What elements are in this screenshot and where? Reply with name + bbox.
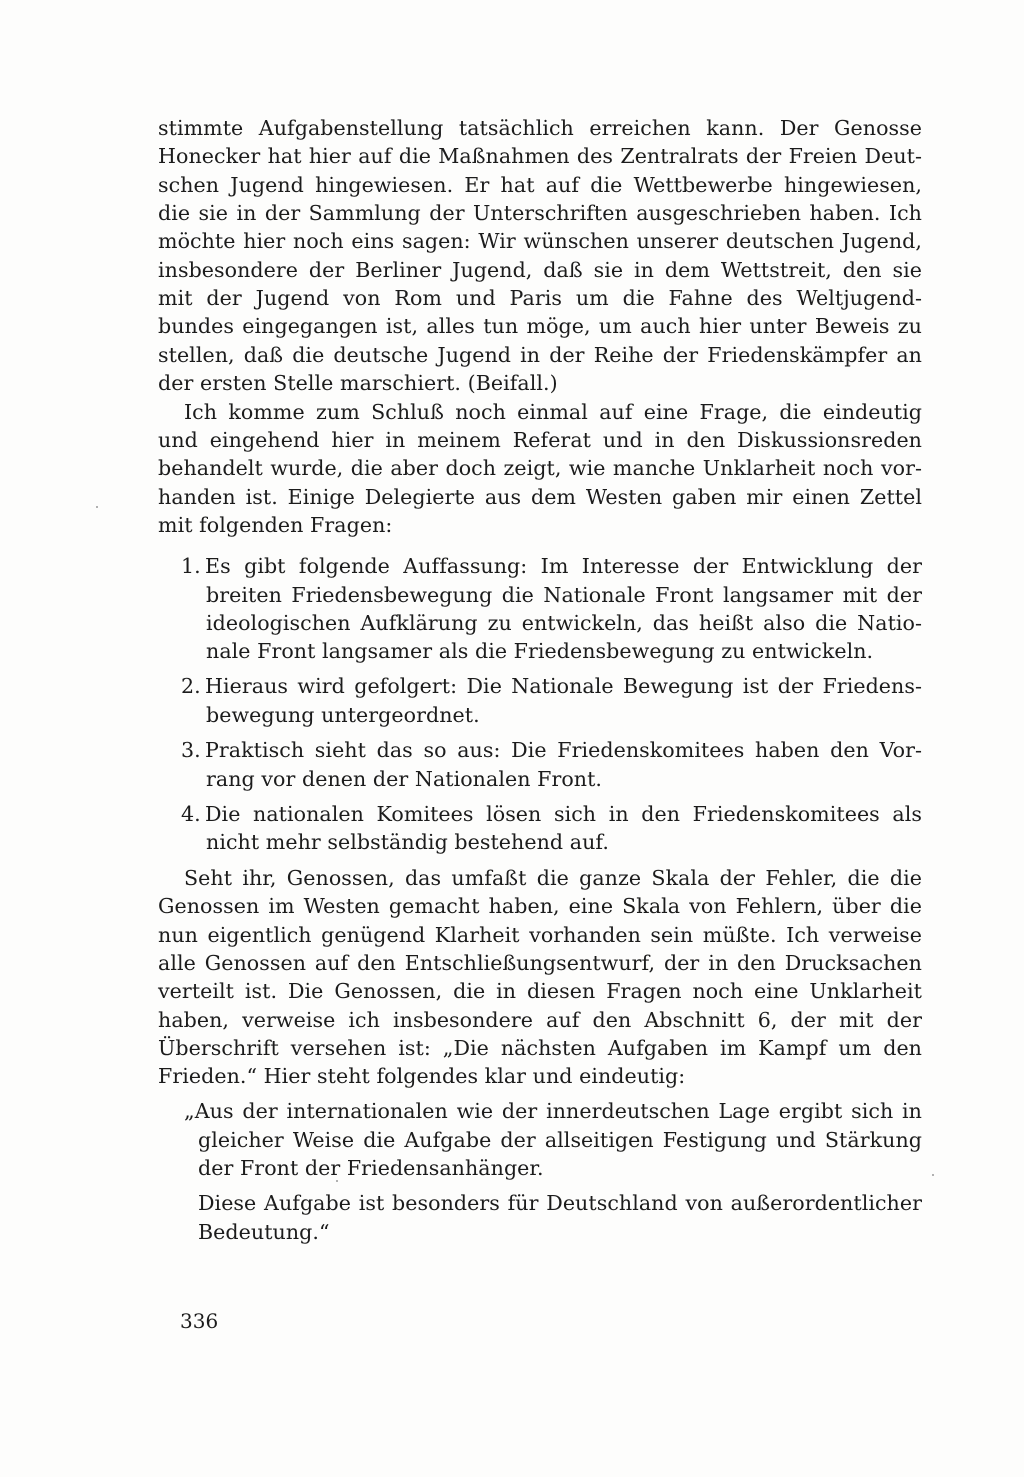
quote-line: Bedeutung.“ bbox=[198, 1220, 330, 1244]
text-line: insbesondere der Berliner Jugend, daß sie in dem Wettstreit, den sie bbox=[158, 258, 922, 282]
text-line: und eingehend hier in meinem Referat und in den Diskussionsreden bbox=[158, 428, 922, 452]
text-line: Honecker hat hier auf die Maßnahmen des Zentralrats der Freien Deut- bbox=[158, 144, 922, 168]
text-line: haben, verweise ich insbesondere auf den Abschnitt 6, der mit der bbox=[158, 1008, 922, 1032]
list-item-text: Hieraus wird gefolgert: Die Nationale Bewegung ist der Friedens- bbox=[205, 674, 922, 698]
text-line: bundes eingegangen ist, alles tun möge, um auch hier unter Beweis zu bbox=[158, 314, 922, 338]
list-number: 1. bbox=[181, 554, 201, 578]
list-item bbox=[181, 800, 922, 828]
quote-line: „Aus der internationalen wie der innerdeutschen Lage ergibt sich in bbox=[184, 1099, 922, 1123]
list-item bbox=[181, 736, 922, 764]
list-item-continuation: nale Front langsamer als die Friedensbewegung zu entwickeln. bbox=[206, 639, 874, 663]
quote-line: der Front der Friedensanhänger. bbox=[198, 1156, 544, 1180]
scan-speck bbox=[336, 1180, 338, 1182]
list-number: 3. bbox=[181, 738, 201, 762]
page-number: 336 bbox=[180, 1309, 219, 1333]
text-line: mit der Jugend von Rom und Paris um die Fahne des Weltjugend- bbox=[158, 286, 922, 310]
text-line: mit folgenden Fragen: bbox=[158, 513, 393, 537]
text-line: behandelt wurde, die aber doch zeigt, wie manche Unklarheit noch vor- bbox=[158, 456, 922, 480]
scan-speck bbox=[96, 506, 98, 508]
list-item-continuation: breiten Friedensbewegung die Nationale Front langsamer mit der bbox=[206, 583, 922, 607]
text-line: der ersten Stelle marschiert. (Beifall.) bbox=[158, 371, 558, 395]
quote-line: gleicher Weise die Aufgabe der allseitigen Festigung und Stärkung bbox=[198, 1128, 922, 1152]
scan-speck bbox=[932, 1174, 934, 1176]
text-line: Genossen im Westen gemacht haben, eine Skala von Fehlern, über die bbox=[158, 894, 922, 918]
text-line: verteilt ist. Die Genossen, die in diesen Fragen noch eine Unklarheit bbox=[158, 979, 922, 1003]
text-line: alle Genossen auf den Entschließungsentwurf, der in den Drucksachen bbox=[158, 951, 922, 975]
list-item bbox=[181, 552, 922, 580]
list-item-continuation: ideologischen Aufklärung zu entwickeln, das heißt also die Natio- bbox=[206, 611, 922, 635]
text-line: nun eigentlich genügend Klarheit vorhanden sein müßte. Ich verweise bbox=[158, 923, 922, 947]
list-item-text: Es gibt folgende Auffassung: Im Interesse der Entwicklung der bbox=[205, 554, 922, 578]
list-item bbox=[181, 672, 922, 700]
list-number: 2. bbox=[181, 674, 201, 698]
list-item-text: Praktisch sieht das so aus: Die Friedenskomitees haben den Vor- bbox=[205, 738, 922, 762]
list-number: 4. bbox=[181, 802, 201, 826]
text-line: möchte hier noch eins sagen: Wir wünschen unserer deutschen Jugend, bbox=[158, 229, 922, 253]
text-line: Seht ihr, Genossen, das umfaßt die ganze Skala der Fehler, die die bbox=[184, 866, 922, 890]
text-line: Überschrift versehen ist: „Die nächsten Aufgaben im Kampf um den bbox=[158, 1036, 922, 1060]
text-line: stellen, daß die deutsche Jugend in der Reihe der Friedenskämpfer an bbox=[158, 343, 922, 367]
list-item-continuation: bewegung untergeordnet. bbox=[206, 703, 480, 727]
list-item-continuation: rang vor denen der Nationalen Front. bbox=[206, 767, 603, 791]
text-line: die sie in der Sammlung der Unterschriften ausgeschrieben haben. Ich bbox=[158, 201, 922, 225]
text-line: stimmte Aufgabenstellung tatsächlich erreichen kann. Der Genosse bbox=[158, 116, 922, 140]
list-item-text: Die nationalen Komitees lösen sich in den Friedenskomitees als bbox=[205, 802, 922, 826]
text-line: handen ist. Einige Delegierte aus dem Westen gaben mir einen Zettel bbox=[158, 485, 922, 509]
text-line: Ich komme zum Schluß noch einmal auf eine Frage, die eindeutig bbox=[184, 400, 922, 424]
text-line: schen Jugend hingewiesen. Er hat auf die Wettbewerbe hingewiesen, bbox=[158, 173, 922, 197]
list-item-continuation: nicht mehr selbständig bestehend auf. bbox=[206, 830, 609, 854]
text-line: Frieden.“ Hier steht folgendes klar und eindeutig: bbox=[158, 1064, 686, 1088]
quote-line: Diese Aufgabe ist besonders für Deutschland von außerordentlicher bbox=[198, 1191, 922, 1215]
